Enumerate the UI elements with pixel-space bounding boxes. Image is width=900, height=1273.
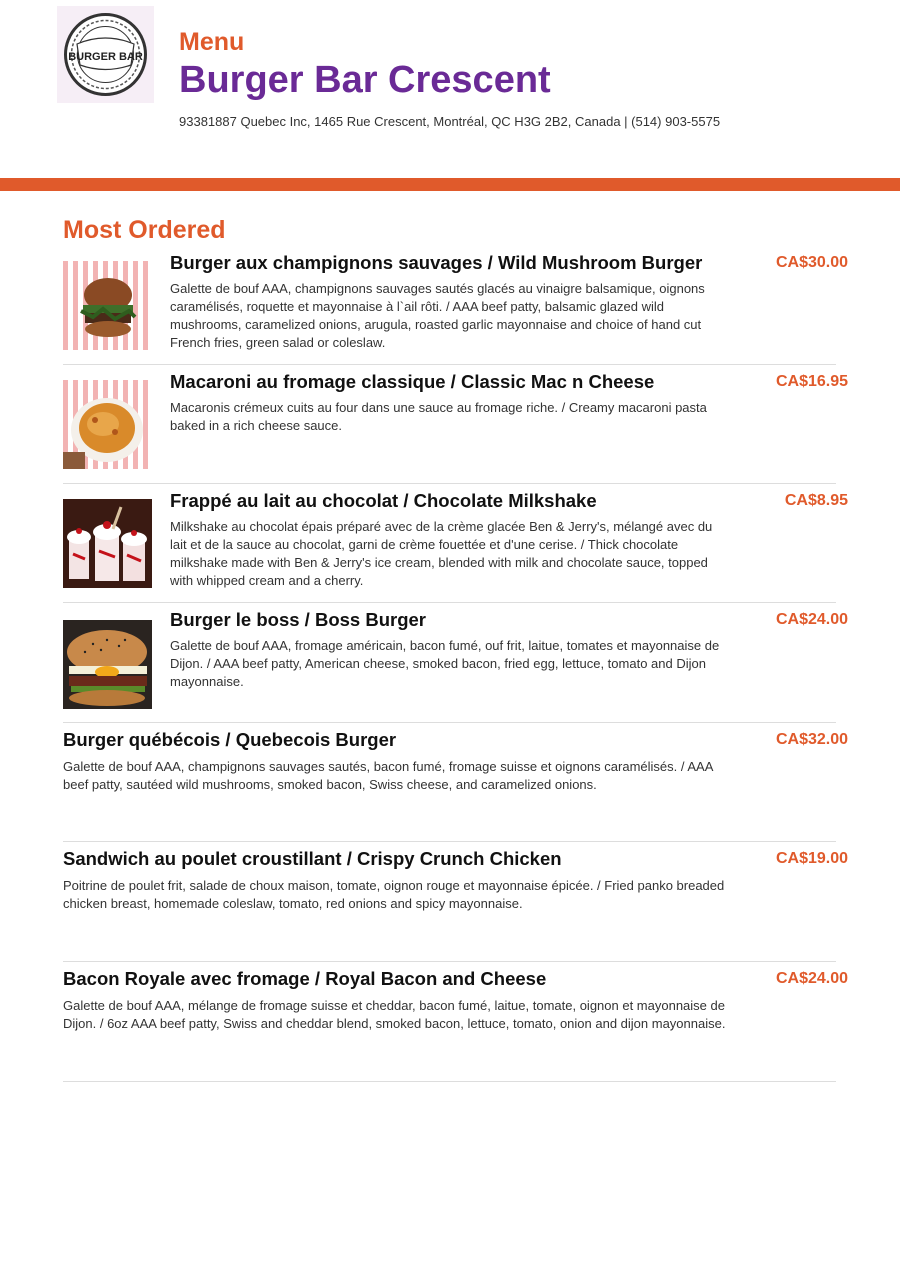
item-description: Macaronis crémeux cuits au four dans une sauce au fromage riche. / Creamy macaroni pasta baked in a rich cheese sauce. (170, 400, 707, 433)
item-price: CA$30.00 (775, 254, 848, 271)
logo-text: BURGER BAR (68, 51, 143, 63)
menu-item[interactable] (63, 609, 848, 723)
item-description: Galette de bouf AAA, fromage américain, bacon fumé, ouf frit, laitue, tomates et mayonnaise de Dijon. / AAA beef patty, American cheese, smoked bacon, fried egg, lettuce, tomato and Dijon mayonnaise. (170, 638, 720, 689)
menu-label: Menu (179, 28, 245, 56)
item-price: CA$24.00 (775, 611, 848, 628)
item-description: Poitrine de poulet frit, salade de choux maison, tomate, oignon rouge et mayonnaise épicée. / Fried panko breaded chicken breast, homemade coleslaw, tomato, red onions and spicy mayonnaise. (63, 878, 725, 911)
menu-item[interactable] (63, 848, 848, 962)
item-description: Galette de bouf AAA, champignons sauvages sautés glacés au vinaigre balsamique, oignons caramélisés, roquette et mayonnaise à l`ail rôti. / AAA beef patty, balsamic glazed wild mushrooms, caramelized onions, arugula, roasted garlic mayonnaise and choice of hand cut French fries, green salad or coleslaw. (170, 281, 705, 350)
item-name: Macaroni au fromage classique / Classic Mac n Cheese (170, 371, 655, 392)
menu-item[interactable] (63, 968, 848, 1082)
item-price: CA$19.00 (775, 850, 848, 867)
header-divider-bar (0, 178, 900, 191)
restaurant-logo (57, 6, 154, 103)
menu-item[interactable] (63, 490, 848, 603)
item-name: Bacon Royale avec fromage / Royal Bacon and Cheese (63, 968, 547, 989)
item-name: Burger québécois / Quebecois Burger (63, 729, 397, 750)
menu-item[interactable] (63, 252, 848, 365)
item-price: CA$24.00 (775, 970, 848, 987)
restaurant-name: Burger Bar Crescent (179, 59, 551, 101)
item-name: Burger aux champignons sauvages / Wild Mushroom Burger (170, 252, 703, 273)
item-description: Galette de bouf AAA, mélange de fromage suisse et cheddar, bacon fumé, laitue, tomate, oignon et mayonnaise de Dijon. / 6oz AAA beef patty, Swiss and cheddar blend, smoked bacon, lettuce, tomato, onion and dijon mayonnaise. (63, 998, 726, 1031)
boss-burger-photo (63, 620, 152, 709)
item-name: Sandwich au poulet croustillant / Crispy Crunch Chicken (63, 848, 562, 869)
milkshake-photo (63, 499, 152, 588)
mac-and-cheese-photo (63, 380, 152, 469)
item-description: Galette de bouf AAA, champignons sauvages sautés, bacon fumé, fromage suisse et oignons caramélisés. / AAA beef patty, sautéed wild mushrooms, smoked bacon, Swiss cheese, and caramelized onions. (63, 759, 713, 792)
item-price: CA$32.00 (775, 731, 848, 748)
menu-item[interactable] (63, 371, 848, 484)
item-description: Milkshake au chocolat épais préparé avec de la crème glacée Ben & Jerry's, mélangé avec du lait et de la sauce au chocolat, garni de crème fouettée et d'une cerise. / Thick chocolate milkshake made with Ben & Jerry's ice cream, blended with milk and chocolate sauce, topped with whipped cream and a cherry. (170, 519, 713, 588)
item-price: CA$8.95 (784, 492, 848, 509)
restaurant-address: 93381887 Quebec Inc, 1465 Rue Crescent, Montréal, QC H3G 2B2, Canada | (514) 903-5575 (179, 114, 721, 129)
section-title: Most Ordered (63, 216, 226, 244)
menu-item[interactable] (63, 729, 848, 842)
item-price: CA$16.95 (775, 373, 848, 390)
item-name: Frappé au lait au chocolat / Chocolate Milkshake (170, 490, 597, 511)
mushroom-burger-photo (63, 261, 152, 350)
item-name: Burger le boss / Boss Burger (170, 609, 426, 630)
